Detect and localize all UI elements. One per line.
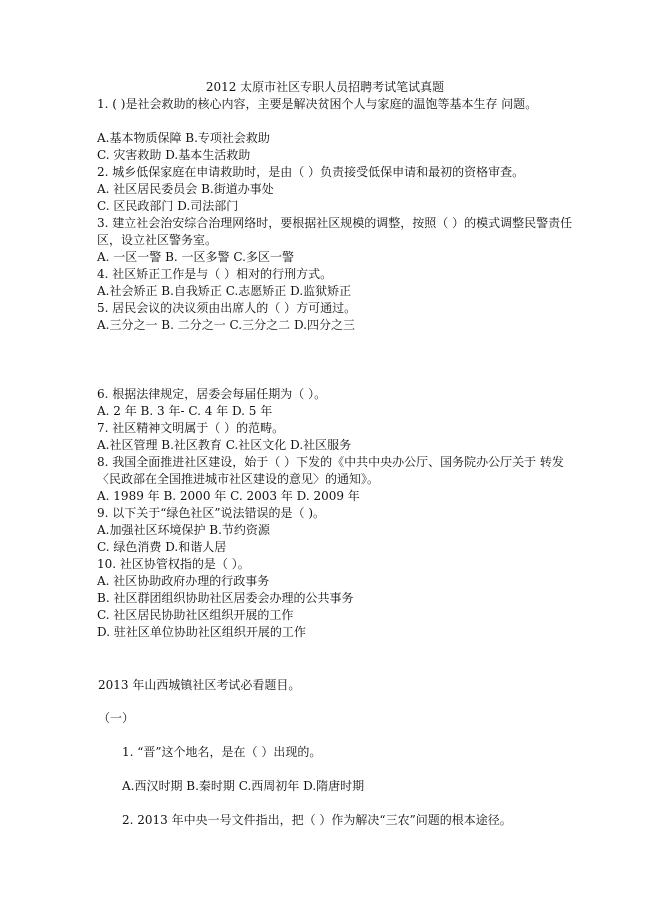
question-3-continued: 区，设立社区警务室。: [97, 233, 218, 247]
question-6: 6. 根据法律规定，居委会每届任期为（ ）。: [97, 387, 327, 401]
question-10-option-d: D. 驻社区单位协助社区组织开展的工作: [97, 625, 306, 639]
question-2-options-c-d: C. 区民政部门 D.司法部门: [97, 199, 239, 213]
section-question-2: 2. 2013 年中央一号文件指出，把（ ）作为解决“三农”问题的根本途径。: [122, 813, 512, 827]
question-4: 4. 社区矫正工作是与（ ）相对的行刑方式。: [97, 267, 333, 281]
question-10-option-b: B. 社区群团组织协助社区居委会办理的公共事务: [97, 591, 354, 605]
question-5: 5. 居民会议的决议须由出席人的（ ）方可通过。: [97, 301, 357, 315]
question-10: 10. 社区协管权指的是（ ）。: [97, 557, 250, 571]
section-part-label: （一）: [98, 711, 135, 725]
question-4-options: A.社会矫正 B.自我矫正 C.志愿矫正 D.监狱矫正: [97, 284, 352, 298]
question-9: 9. 以下关于“绿色社区”说法错误的是（ )。: [97, 506, 326, 520]
question-6-options: A. 2 年 B. 3 年- C. 4 年 D. 5 年: [97, 404, 273, 418]
section-question-1: 1. “晋”这个地名，是在（ ）出现的。: [122, 745, 322, 759]
question-2-options-a-b: A. 社区居民委员会 B.街道办事处: [97, 182, 274, 196]
question-3-options: A. 一区一警 B. 一区多警 C.多区一警: [97, 250, 294, 264]
section-heading: 2013 年山西城镇社区考试必看题目。: [98, 678, 301, 692]
question-10-option-c: C. 社区居民协助社区组织开展的工作: [97, 608, 294, 622]
question-8-continued: 〈民政部在全国推进城市社区建设的意见〉的通知》。: [97, 472, 380, 486]
question-1-options-a-b: A.基本物质保障 B.专项社会救助: [97, 131, 270, 145]
question-8: 8. 我国全面推进社区建设，始于（ ）下发的《中共中央办公厅、国务院办公厅关于 转发: [97, 455, 564, 469]
question-3: 3. 建立社会治安综合治理网络时，要根据社区规模的调整，按照（ ）的模式调整民警责任: [97, 216, 573, 230]
question-1: 1. ( )是社会救助的核心内容，主要是解决贫困个人与家庭的温饱等基本生存 问题。: [97, 97, 538, 111]
question-7: 7. 社区精神文明属于（ ）的范畴。: [97, 421, 285, 435]
question-9-options-a-b: A.加强社区环境保护 B.节约资源: [97, 523, 270, 537]
question-9-options-c-d: C. 绿色消费 D.和谐人居: [97, 540, 227, 554]
question-5-options: A.三分之一 B. 二分之一 C.三分之二 D.四分之三: [97, 318, 355, 332]
question-1-options-c-d: C. 灾害救助 D.基本生活救助: [97, 148, 251, 162]
page-title: 2012 太原市社区专职人员招聘考试笔试真题: [205, 80, 445, 94]
section-question-1-options: A.西汉时期 B.秦时期 C.西周初年 D.隋唐时期: [122, 779, 365, 793]
question-2: 2. 城乡低保家庭在申请救助时，是由（ ）负责接受低保申请和最初的资格审查。: [97, 165, 525, 179]
question-8-options: A. 1989 年 B. 2000 年 C. 2003 年 D. 2009 年: [97, 489, 360, 503]
question-10-option-a: A. 社区协助政府办理的行政事务: [97, 574, 270, 588]
question-7-options: A.社区管理 B.社区教育 C.社区文化 D.社区服务: [97, 438, 352, 452]
